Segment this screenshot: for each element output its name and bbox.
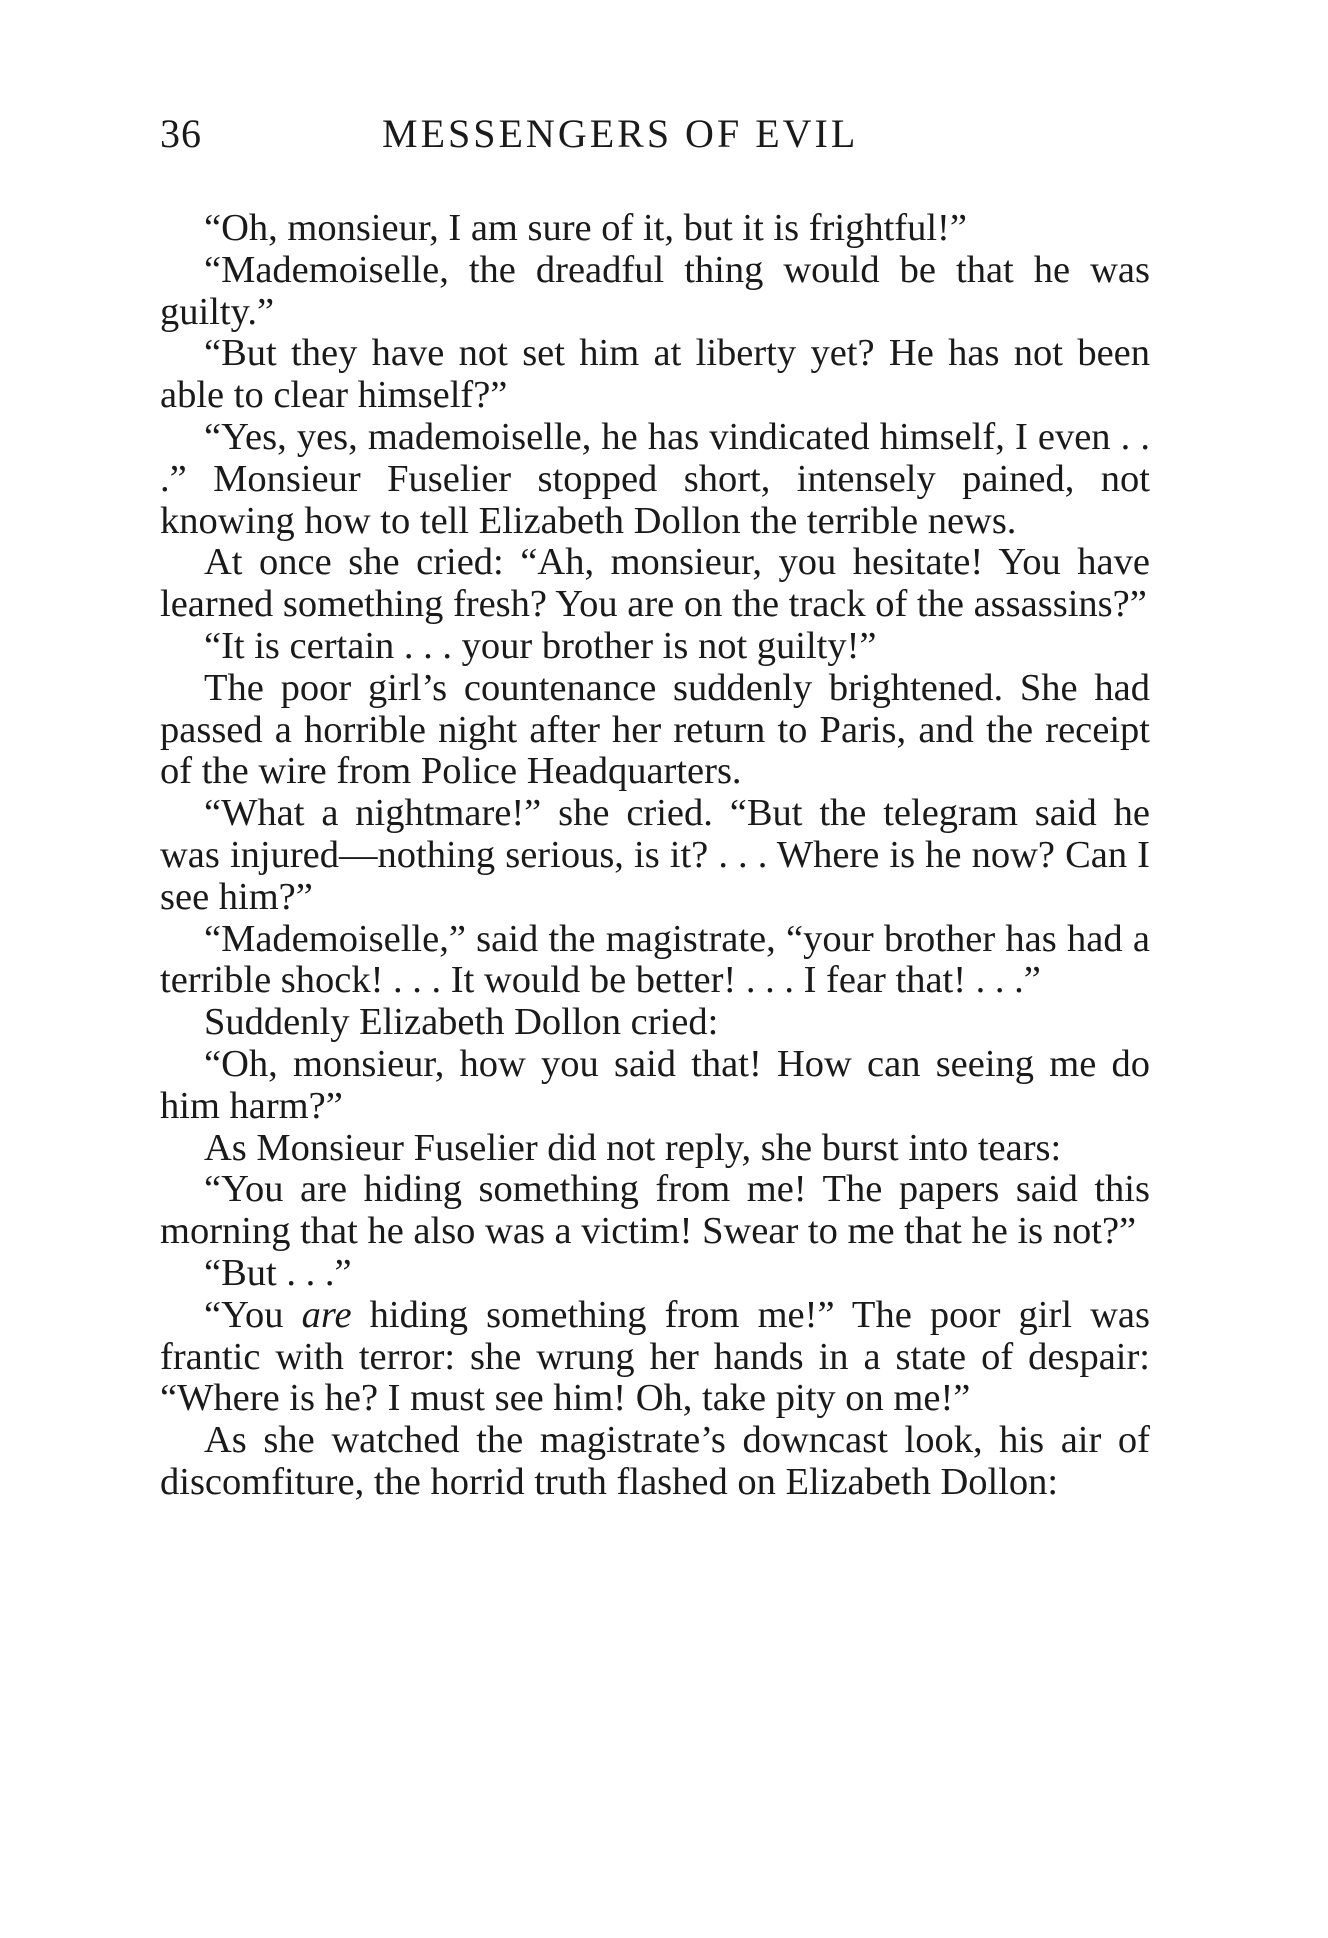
paragraph: “Yes, yes, mademoiselle, he has vindicated himself, I even . . .” Monsieur Fuselier stopped short, intensely pained, not knowing how to tell Elizabeth Dollon the terrible news. bbox=[160, 415, 1150, 542]
paragraph: The poor girl’s countenance suddenly brightened. She had passed a horrible night after her return to Paris, and the receipt of the wire from Police Headquarters. bbox=[160, 666, 1150, 793]
paragraph: As she watched the magistrate’s downcast look, his air of discomfiture, the horrid truth flashed on Elizabeth Dollon: bbox=[160, 1419, 1150, 1503]
paragraph: “But they have not set him at liberty yet? He has not been able to clear himself?” bbox=[160, 332, 1150, 417]
paragraph: As Monsieur Fuselier did not reply, she burst into tears: bbox=[204, 1126, 1062, 1169]
page-number: 36 bbox=[160, 111, 202, 156]
paragraph: Suddenly Elizabeth Dollon cried: bbox=[204, 1001, 719, 1044]
paragraph: “But . . .” bbox=[204, 1251, 352, 1294]
paragraph-with-emphasis bbox=[160, 1295, 1150, 1420]
paragraph: “What a nightmare!” she cried. “But the telegram said he was injured—nothing serious, is it? . . . Where is he now? Can I see him?” bbox=[160, 792, 1150, 918]
running-head bbox=[160, 110, 1160, 170]
paragraph: “Oh, monsieur, how you said that! How can seeing me do him harm?” bbox=[160, 1042, 1150, 1127]
paragraph-segment: hiding something from me!” The poor girl was frantic with terror: she wrung her hands in a state of despair: “Where is he? I must see him! Oh, take pity on me!” bbox=[160, 1293, 1150, 1420]
paragraph: “It is certain . . . your brother is not guilty!” bbox=[204, 624, 877, 667]
running-title: MESSENGERS OF EVIL bbox=[382, 111, 859, 156]
body-text bbox=[160, 208, 1150, 1504]
paragraph-segment: “You bbox=[204, 1293, 302, 1336]
paragraph: “You are hiding something from me! The papers said this morning that he also was a victim! Swear to me that he is not?” bbox=[160, 1168, 1150, 1253]
paragraph: “Mademoiselle,” said the magistrate, “your brother has had a terrible shock! . . . It would be better! . . . I fear that! . . .” bbox=[160, 917, 1150, 1002]
emphasis-word: are bbox=[301, 1293, 352, 1336]
paragraph: At once she cried: “Ah, monsieur, you hesitate! You have learned something fresh? You are on the track of the assassins?” bbox=[160, 541, 1150, 626]
paragraph: “Oh, monsieur, I am sure of it, but it is frightful!” bbox=[204, 207, 967, 249]
paragraph: “Mademoiselle, the dreadful thing would be that he was guilty.” bbox=[160, 248, 1150, 333]
